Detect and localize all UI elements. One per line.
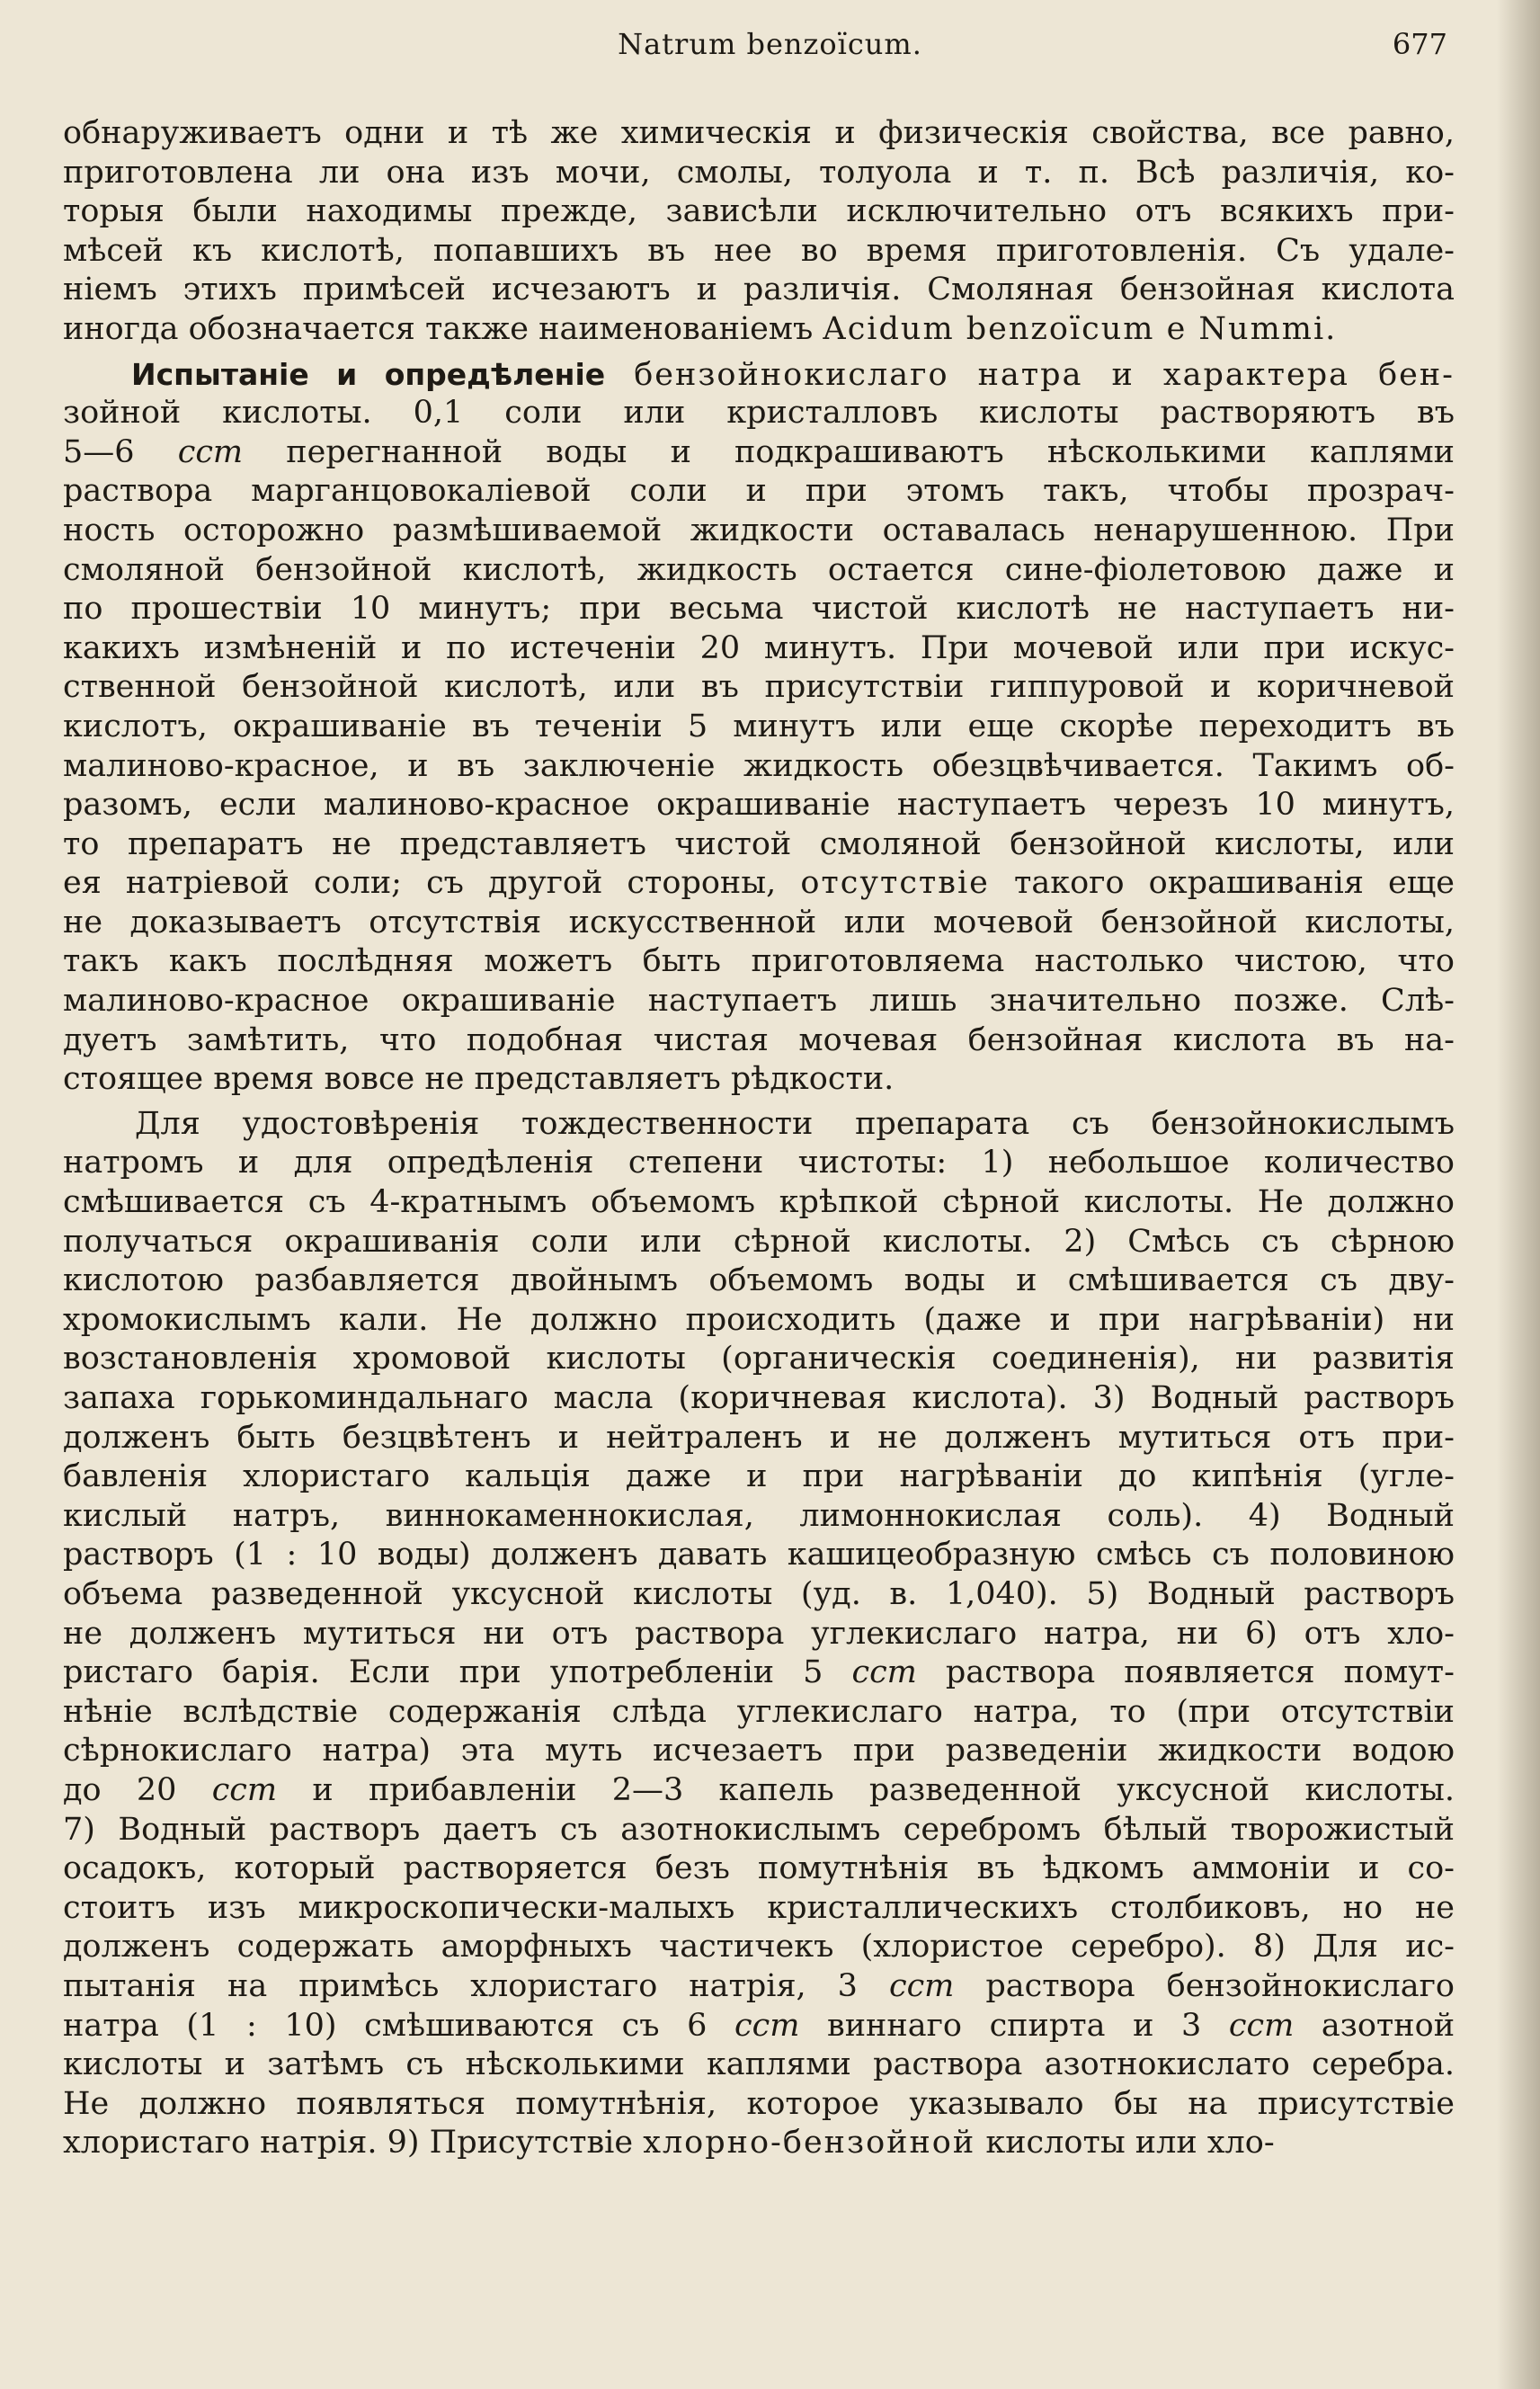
text-line: [63, 433, 1455, 473]
text-run: перегнанной воды и подкрашиваютъ нѣсколькими каплями: [243, 433, 1455, 470]
text-run: бензойнокислаго натра и характера бен-: [605, 356, 1455, 393]
text-run: ея натріевой соли; съ другой стороны,: [63, 865, 801, 902]
text-run: хлорно-бензойной: [643, 2125, 976, 2162]
text-line: [63, 786, 1455, 825]
text-run: раствора бензойнокислаго: [954, 1967, 1455, 2004]
text-run: ccm: [888, 1967, 955, 2004]
running-head: [0, 27, 1540, 68]
text-run: сѣрнокислаго натра) эта муть исчезаетъ при разведеніи жидкости водою: [63, 1733, 1455, 1769]
text-line: [63, 1654, 1455, 1693]
text-run: ность осторожно размѣшиваемой жидкости оставалась ненарушенною. При: [63, 512, 1455, 548]
text-line: [63, 1340, 1455, 1379]
text-line: [63, 668, 1455, 708]
text-line: [63, 1615, 1455, 1654]
text-run: 7) Водный растворъ даетъ съ азотнокислымъ серебромъ бѣлый творожистый: [63, 1811, 1455, 1848]
text-line: [63, 114, 1455, 154]
text-line: [63, 1850, 1455, 1889]
text-run: смѣшивается съ 4-кратнымъ объемомъ крѣпкой сѣрной кислоты. Не должно: [63, 1184, 1455, 1221]
text-run: малиново-красное окрашиваніе наступаетъ лишь значительно позже. Слѣ-: [63, 983, 1455, 1020]
text-run: ccm: [1228, 2007, 1295, 2044]
text-run: хлористаго натрія. 9) Присутствіе: [63, 2125, 644, 2162]
text-line: [63, 1144, 1455, 1183]
text-line: [63, 708, 1455, 747]
text-run: долженъ быть безцвѣтенъ и нейтраленъ и не долженъ мутиться отъ при-: [63, 1419, 1455, 1456]
text-run: обнаруживаетъ одни и тѣ же химическія и физическія свойства, все равно,: [63, 115, 1455, 151]
text-line: [63, 1575, 1455, 1615]
text-line: [63, 1928, 1455, 1967]
text-run: то препаратъ не представляетъ чистой смоляной бензойной кислоты, или: [63, 825, 1455, 862]
text-run: не долженъ мутиться ни отъ раствора углекислаго натра, ни 6) отъ хло-: [63, 1615, 1455, 1652]
text-run: Не должно появляться помутнѣнія, которое указывало бы на присутствіе: [63, 2085, 1455, 2122]
text-line: [63, 1183, 1455, 1223]
text-line: [63, 942, 1455, 982]
text-line: [63, 904, 1455, 943]
text-line: [63, 192, 1455, 232]
text-run: дуетъ замѣтить, что подобная чистая мочевая бензойная кислота въ на-: [63, 1021, 1455, 1058]
text-run: кислоты и затѣмъ съ нѣсколькими каплями раствора азотнокислато серебра.: [63, 2046, 1455, 2083]
text-run: иногда обозначается также наименованіемъ: [63, 310, 823, 347]
text-run: азотной: [1294, 2007, 1455, 2044]
text-line: [63, 1301, 1455, 1341]
paragraph-1: [63, 114, 1455, 350]
body-text: [63, 114, 1455, 2169]
text-run: стоитъ изъ микроскопически-малыхъ кристаллическихъ столбиковъ, но не: [63, 1889, 1455, 1926]
page-edge-shadow: [1497, 0, 1540, 2389]
text-line: [63, 747, 1455, 787]
text-line: [63, 1457, 1455, 1497]
text-run: .: [1325, 310, 1336, 347]
text-line: [63, 1060, 1455, 1100]
text-line: [63, 1967, 1455, 2007]
text-line: [63, 271, 1455, 310]
text-run: виннаго спирта и 3: [799, 2007, 1229, 2044]
text-line: [63, 1105, 1455, 1145]
text-run: осадокъ, который растворяется безъ помутнѣнія въ ѣдкомъ аммоніи и со-: [63, 1850, 1455, 1887]
text-line: [63, 864, 1455, 904]
text-line: [63, 2007, 1455, 2046]
text-run: не доказываетъ отсутствія искусственной или мочевой бензойной кислоты,: [63, 904, 1455, 940]
text-line: [63, 154, 1455, 193]
text-line: [63, 1732, 1455, 1771]
text-line: [63, 1223, 1455, 1262]
text-line: [63, 1021, 1455, 1061]
text-run: ccm: [851, 1654, 917, 1691]
text-line: [63, 2124, 1455, 2163]
text-run: отсутствіе: [800, 865, 990, 902]
text-run: стоящее время вовсе не представляетъ рѣдкости.: [63, 1061, 895, 1098]
text-line: [63, 1536, 1455, 1575]
text-run: пытанія на примѣсь хлористаго натрія, 3: [63, 1967, 889, 2004]
text-run: зойной кислоты. 0,1 соли или кристалловъ кислоты растворяютъ въ: [63, 395, 1455, 432]
text-run: какихъ измѣненій и по истеченіи 20 минутъ. При мочевой или при искус-: [63, 629, 1455, 666]
text-line: [63, 2085, 1455, 2125]
text-run: кислоты или хло-: [975, 2125, 1275, 2162]
text-run: хромокислымъ кали. Не должно происходить (даже и при нагрѣваніи) ни: [63, 1301, 1455, 1338]
text-run: натра (1 : 10) смѣшиваются съ 6: [63, 2007, 734, 2044]
text-line: [63, 2046, 1455, 2085]
text-run: 5—6: [63, 433, 178, 470]
text-run: ccm: [211, 1771, 278, 1808]
text-line: [63, 394, 1455, 433]
text-run: кислотъ, окрашиваніе въ теченіи 5 минутъ или еще скорѣе переходитъ въ: [63, 708, 1455, 744]
text-run: ccm: [177, 433, 244, 470]
text-line: [63, 1497, 1455, 1537]
text-line: [63, 472, 1455, 512]
text-run: кислый натръ, виннокаменнокислая, лимоннокислая соль). 4) Водный: [63, 1497, 1455, 1534]
paragraph-2: [63, 355, 1455, 1100]
text-line: [63, 1419, 1455, 1458]
text-run: раствора марганцовокаліевой соли и при этомъ такъ, чтобы прозрач-: [63, 473, 1455, 510]
text-line: [63, 1379, 1455, 1419]
text-run: смоляной бензойной кислотѣ, жидкость остается сине-фіолетовою даже и: [63, 551, 1455, 588]
text-run: по прошествіи 10 минутъ; при весьма чистой кислотѣ не наступаетъ ни-: [63, 591, 1455, 628]
text-run: мѣсей къ кислотѣ, попавшихъ въ нее во время приготовленія. Съ удале-: [63, 232, 1455, 269]
text-run: до 20: [63, 1771, 212, 1808]
text-run: нѣніе вслѣдствіе содержанія слѣда углекислаго натра, то (при отсутствіи: [63, 1693, 1455, 1730]
text-run: объема разведенной уксусной кислоты (уд. в. 1,040). 5) Водный растворъ: [63, 1575, 1455, 1612]
text-run: кислотою разбавляется двойнымъ объемомъ воды и смѣшивается съ дву-: [63, 1262, 1455, 1299]
text-line: [63, 982, 1455, 1021]
text-run: торыя были находимы прежде, зависѣли исключительно отъ всякихъ при-: [63, 193, 1455, 230]
text-line: [63, 1771, 1455, 1811]
text-run: долженъ содержать аморфныхъ частичекъ (хлористое серебро). 8) Для ис-: [63, 1929, 1455, 1966]
text-line: [63, 590, 1455, 629]
text-run: получаться окрашиванія соли или сѣрной кислоты. 2) Смѣсь съ сѣрною: [63, 1223, 1455, 1260]
text-run: и прибавленіи 2—3 капель разведенной уксусной кислоты.: [277, 1771, 1455, 1808]
text-run: натромъ и для опредѣленія степени чистоты: 1) небольшое количество: [63, 1145, 1455, 1181]
text-run: раствора появляется помут-: [916, 1654, 1455, 1691]
paragraph-3: [63, 1105, 1455, 2163]
text-run: приготовлена ли она изъ мочи, смолы, толуола и т. п. Всѣ различія, ко-: [63, 154, 1455, 191]
text-run: ccm: [734, 2007, 800, 2044]
text-line: [63, 1693, 1455, 1733]
text-run: Acidum benzoïcum e Nummi: [823, 310, 1326, 347]
text-line: [63, 310, 1455, 350]
text-line: [63, 232, 1455, 272]
text-run: Для удостовѣренія тождественности препарата съ бензойнокислымъ: [135, 1105, 1455, 1142]
text-line: [63, 629, 1455, 669]
text-line: [63, 1889, 1455, 1929]
text-line: [63, 1811, 1455, 1850]
text-run: возстановленія хромовой кислоты (органическія соединенія), ни развитія: [63, 1341, 1455, 1377]
text-run: запаха горькоминдальнаго масла (коричневая кислота). 3) Водный растворъ: [63, 1380, 1455, 1416]
text-line: [63, 551, 1455, 591]
text-run: бавленія хлористаго кальція даже и при нагрѣваніи до кипѣнія (угле-: [63, 1458, 1455, 1495]
text-line: [63, 1261, 1455, 1301]
text-run: такого окрашиванія еще: [989, 865, 1455, 902]
running-head-title: Natrum benzoïcum.: [618, 27, 922, 61]
text-run: разомъ, если малиново-красное окрашиваніе наступаетъ черезъ 10 минутъ,: [63, 787, 1455, 824]
text-run: такъ какъ послѣдняя можетъ быть приготовляема настолько чистою, что: [63, 943, 1455, 980]
text-run: ніемъ этихъ примѣсей исчезаютъ и различія. Смоляная бензойная кислота: [63, 272, 1455, 308]
text-run: растворъ (1 : 10 воды) долженъ давать кашицеобразную смѣсь съ половиною: [63, 1537, 1455, 1573]
run-in-heading: Испытаніе и опредѣленіе: [131, 356, 606, 392]
text-line: [63, 355, 1455, 395]
text-line: [63, 825, 1455, 865]
page-number: 677: [1392, 27, 1447, 61]
text-run: малиново-красное, и въ заключеніе жидкость обезцвѣчивается. Такимъ об-: [63, 747, 1455, 784]
text-line: [63, 512, 1455, 551]
text-run: ристаго барія. Если при употребленіи 5: [63, 1654, 852, 1691]
text-run: ственной бензойной кислотѣ, или въ присутствіи гиппуровой и коричневой: [63, 669, 1455, 706]
